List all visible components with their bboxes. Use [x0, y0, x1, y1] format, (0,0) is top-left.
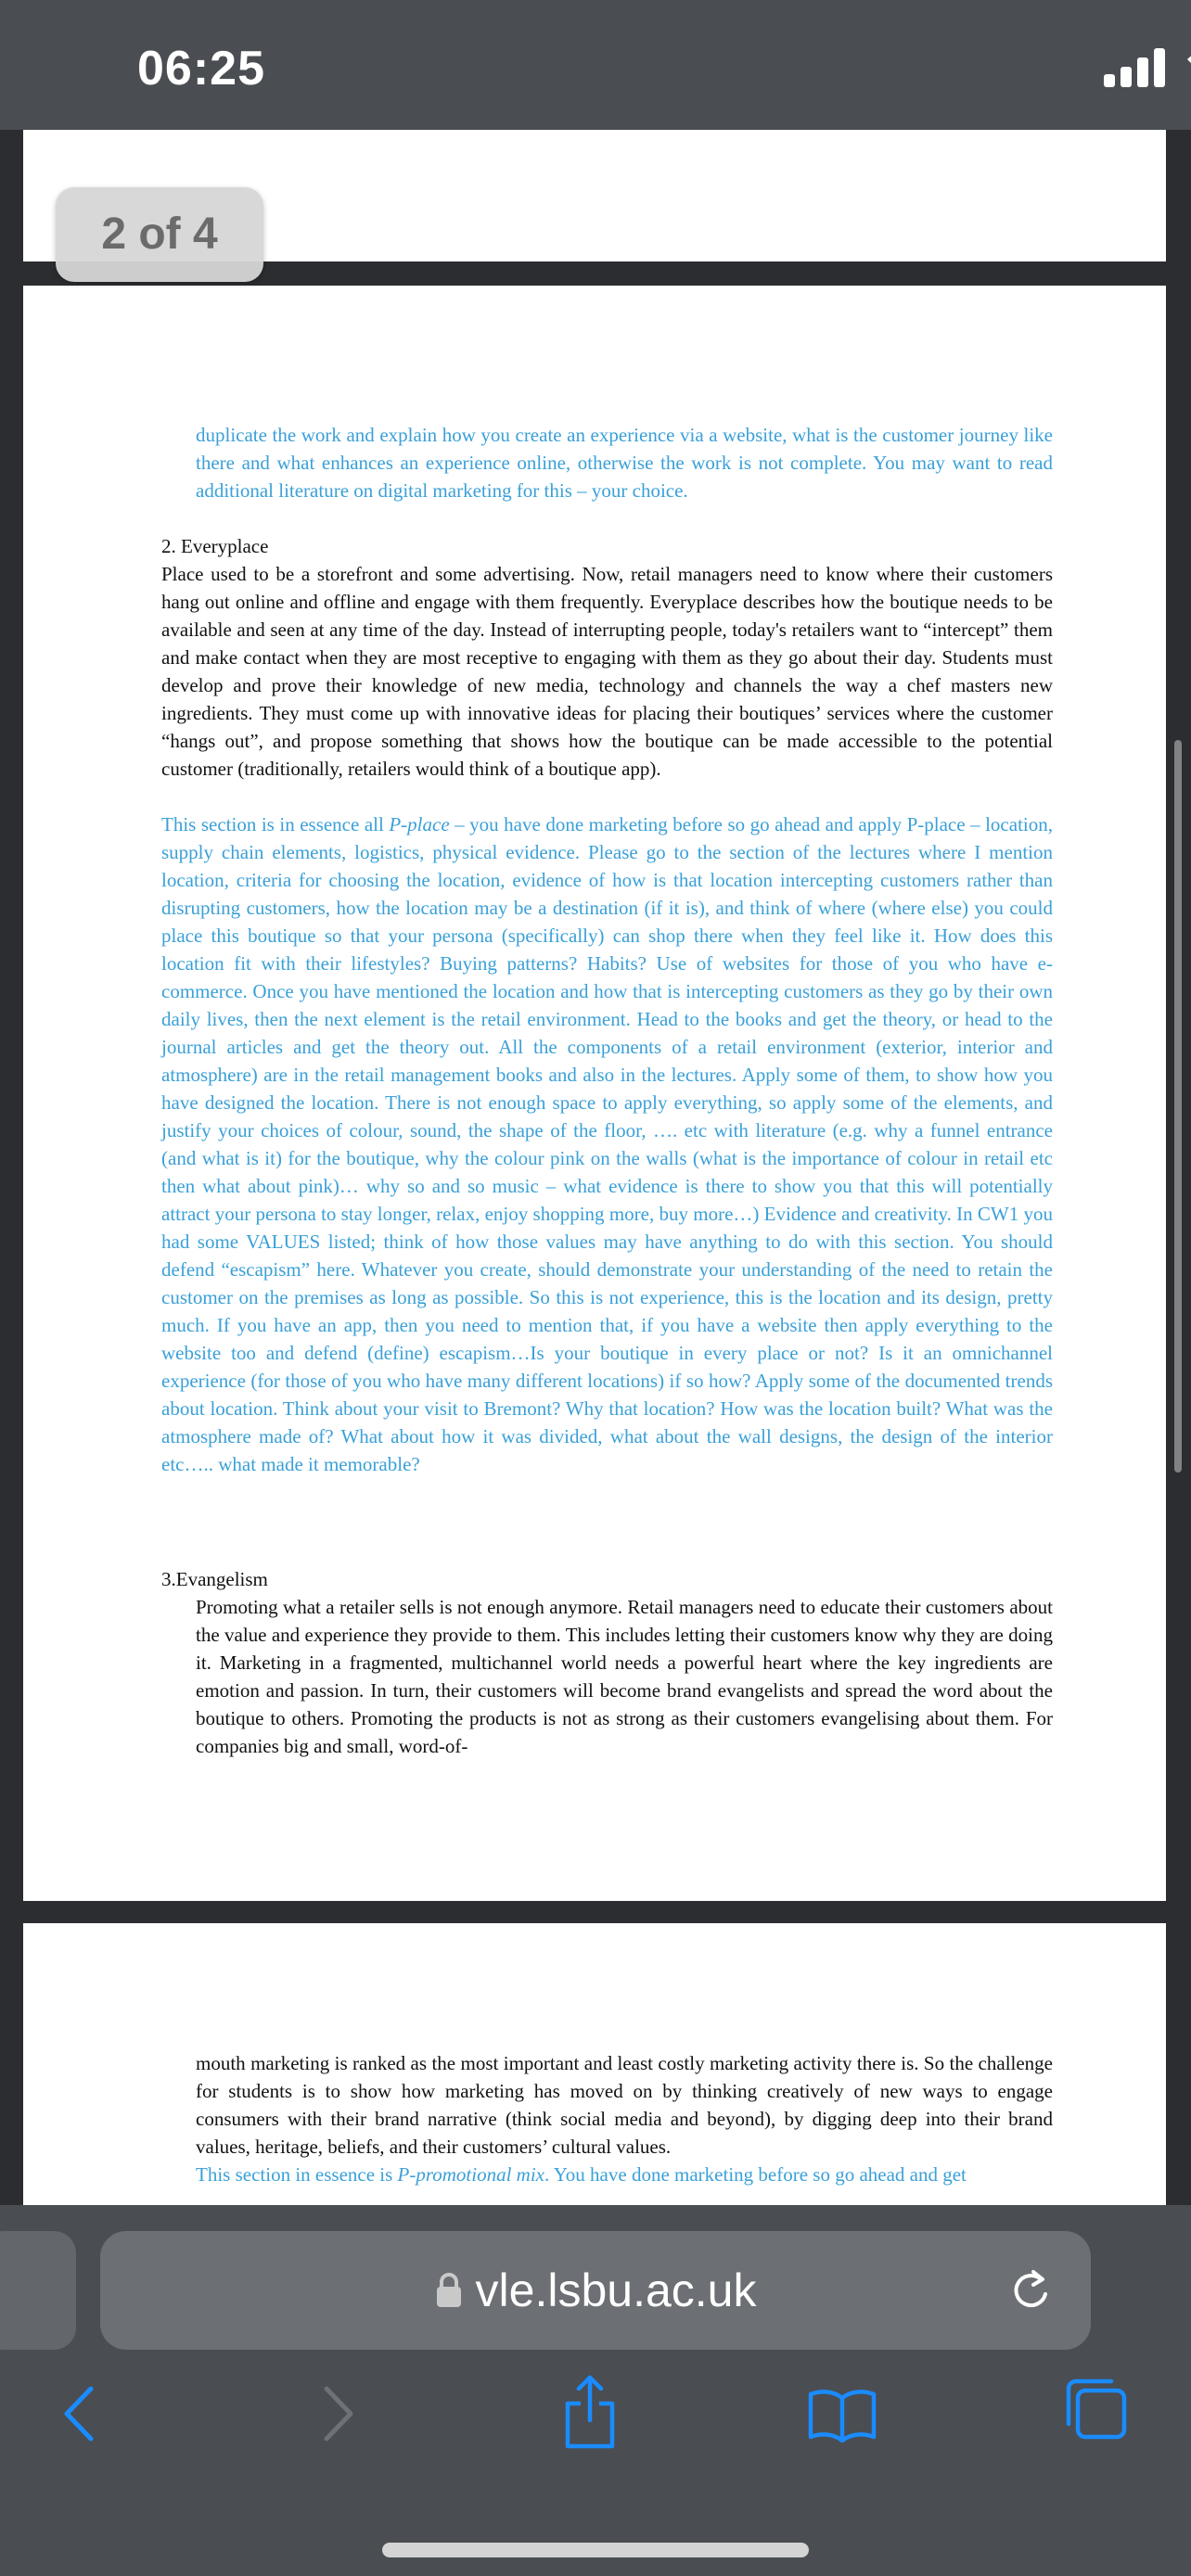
- reload-icon[interactable]: [1007, 2266, 1056, 2315]
- evangelism-heading: 3.Evangelism: [161, 1568, 268, 1590]
- everyplace-guidance-intro: This section is in essence all: [161, 813, 390, 835]
- document-viewer[interactable]: [0, 130, 1191, 2205]
- p-promotional-term: P-promotional mix: [397, 2163, 545, 2186]
- tabs-icon[interactable]: [1063, 2376, 1130, 2442]
- status-time: 06:25: [137, 42, 265, 96]
- document-page-next: [23, 1923, 1166, 2205]
- bookmarks-icon[interactable]: [807, 2387, 877, 2442]
- wifi-icon: [1184, 46, 1191, 89]
- document-page-current: [23, 286, 1166, 1901]
- everyplace-guidance: [161, 810, 1053, 1478]
- previous-tab-preview[interactable]: [0, 2231, 76, 2350]
- status-bar: [0, 0, 1191, 130]
- browser-toolbar: [0, 2205, 1191, 2576]
- evangelism-paragraph: Promoting what a retailer sells is not enough anymore. Retail managers need to educate their customers about the value and experience they provide to them. This includes letting their customers know why they are doing it. Marketing in a fragmented, multichannel world needs a powerful heart where the key ingredients are emotion and passion. In turn, their customers will become brand evangelists and spread the word about the boutique to others. Promoting the products is not as strong as their customers evangelising about them. For companies big and small, word-of-: [196, 1596, 1053, 1757]
- next-page-guidance-intro: This section in essence is: [196, 2163, 398, 2186]
- address-bar[interactable]: [100, 2231, 1091, 2350]
- vertical-scrollbar[interactable]: [1174, 740, 1182, 1473]
- everyplace-guidance-body: – you have done marketing before so go ahead and apply P-place – location, supply chain elements, logistics, physical evidence. Please go to the section of the lectures where I mention location, criteria for choosing the location, evidence of how is that location intercepting customers rather than disrupting customers, how the location may be a destination (if it is), and think of where (where else) you could place this boutique so that your persona (specifically) can shop there when they feel like it. How does this location fit with their lifestyles? Buying patterns? Habits? Use of websites for those of you who have e-commerce. Once you have mentioned the location and how that is intercepting customers as they go by their own daily lives, then the next element is the retail environment. Head to the books and get the theory, or head to the journal articles and get the theory out. All the components of a retail environment (exterior, interior and atmosphere) are in the retail management books and also in the lectures. Apply some of them, to show how you have designed the location. There is not enough space to apply everything, so apply some of the elements, and justify your choices of colour, sound, the shape of the floor, …. etc with literature (e.g. why a funnel entrance (and what is it) for the boutique, why the colour pink on the walls (what is the importance of colour in retail etc then what about pink)… why so and so music – what evidence is there to show you that this will potentially attract your persona to stay longer, relax, enjoy shopping more, buy more…) Evidence and creativity. In CW1 you had some VALUES listed; think of how those values may have anything to do with this section. You should defend “escapism” here. Whatever you create, should demonstrate your understanding of the need to retain the customer on the premises as long as possible. So this is not experience, this is the location and its design, pretty much. If you have an app, then you need to mention that, if you have a website then apply everything to the website too and defend (define) escapism…Is your boutique in every place or not? Is it an omnichannel experience (for those of you who have many different locations) if so how? Apply some of the documented trends about location. Think about your visit to Bremont? Why that location? How was the location built? What was the atmosphere made of? What about how it was divided, what about the wall designs, the design of the interior etc….. what made it memorable?: [161, 813, 1053, 1475]
- page-indicator: 2 of 4: [56, 187, 263, 282]
- home-indicator[interactable]: [382, 2543, 809, 2557]
- forward-icon[interactable]: [315, 2381, 362, 2446]
- lock-icon: [435, 2272, 463, 2309]
- share-icon[interactable]: [560, 2372, 620, 2450]
- next-page-guidance: [196, 2161, 1053, 2188]
- cellular-signal-icon: [1104, 46, 1169, 87]
- intro-paragraph: duplicate the work and explain how you create an experience via a website, what is the customer journey like there and what enhances an experience online, otherwise the work is not complete. You may want to read additional literature on digital marketing for this – your choice.: [196, 424, 1053, 502]
- back-icon[interactable]: [56, 2381, 102, 2446]
- p-place-term: P-place: [389, 813, 450, 835]
- next-page-paragraph: mouth marketing is ranked as the most important and least costly marketing activity there is. So the challenge for students is to show how marketing has moved on by thinking creatively of new ways to engage consumers with their brand narrative (think social media and beyond), by digging deep into their brand values, heritage, beliefs, and their customers’ cultural values.: [196, 2052, 1053, 2158]
- everyplace-heading: 2. Everyplace: [161, 535, 269, 557]
- next-page-guidance-body: . You have done marketing before so go ahead and get: [544, 2163, 967, 2186]
- everyplace-paragraph: Place used to be a storefront and some advertising. Now, retail managers need to know where their customers hang out online and offline and engage with them frequently. Everyplace describes how the boutique needs to be available and seen at any time of the day. Instead of interrupting people, today's retailers want to “intercept” them and make contact when they are most receptive to engaging with them as they go about their day. Students must develop and prove their knowledge of new media, technology and channels the way a chef masters new ingredients. They must come up with innovative ideas for placing their boutiques’ services where the customer “hangs out”, and propose something that shows how the boutique can be made accessible to the potential customer (traditionally, retailers would think of a boutique app).: [161, 563, 1053, 780]
- url-text: vle.lsbu.ac.uk: [475, 2264, 757, 2316]
